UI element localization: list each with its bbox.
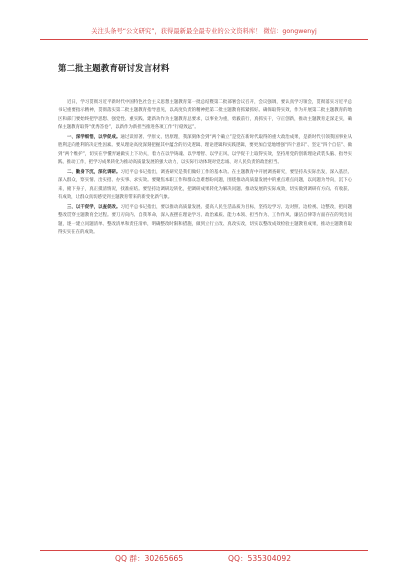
qq-number-text: QQ：535304092 <box>228 554 292 563</box>
paragraph-section-2: 二、勤身下沉，深化调研。习近平总书记指出，调查研究是我们做好工作的基本功。在主题教育中开展调查研究，要坚持从实际出发，深入基层、深入群众，察实情、出实招、办实事、求实效。要聚焦本职工作和群众急难愁盼问题，围绕推动高质量发展中的重点难点问题，以问题为导向，沉下心来，俯下身子，真正摸清情况，找准症结。要坚持边调研边转化，把调研成果转化为解决问题、推动发展的实际成效，切实做到调研有方向、有收获、有成效，让群众真切感受到主题教育带来的新变化新气象。 <box>58 170 352 201</box>
document-title: 第二批主题教育研讨发言材料 <box>58 63 170 73</box>
section-3-heading: 三、以干促学，以查促改。 <box>67 205 121 210</box>
promo-banner: 关注头条号“公文研究”，获得最新最全最专业的公文资料库！ 微信：gongwenyj <box>40 27 368 40</box>
section-2-heading: 二、勤身下沉，深化调研。 <box>67 170 121 175</box>
section-1-heading: 一、深学细悟，以学促成。 <box>67 135 121 140</box>
footer-contact-bar <box>40 550 368 565</box>
paragraph-section-3: 三、以干促学，以查促改。习近平总书记指出，要以推动高质量发展、提高人民生活品质为目标，坚持边学习、边对照、边检视、边整改，把问题整改贯穿主题教育全过程。要刀刃向内、自我革命，深入查摆在理论学习、政治素质、能力本领、担当作为、工作作风、廉洁自律等方面存在的突出问题，逐一建立问题清单、整改清单和责任清单，明确整改时限和措施，做到立行立改、真改实改，切实以整改成效检验主题教育成果，推动主题教育取得实实在在的成效。 <box>58 205 352 236</box>
paragraph-intro: 近日，学习贯彻习近平新时代中国特色社会主义思想主题教育第一批总结暨第二批部署会议召开，会议强调，要认真学习领会，贯彻落实习近平总书记重要指示精神，贯彻落实第二批主题教育指导意见，以高度负责的精神把第二批主题教育抓紧抓好。确保取得实效，作为开展第二批主题教育的地区和部门要始终把学思想、强党性、重实践、建新功作为主题教育总要求，以事业为重，勇毅前行，真抓实干，守正创新，推动主题教育走深走实，确保主题教育取得“优秀答卷”，以新作为新担当推进各项工作“行稳致远”。 <box>58 100 352 131</box>
qq-group-text: QQ 群：30265665 <box>115 554 184 563</box>
paragraph-section-1: 一、深学细悟，以学促成。通过读原著、学原文、悟原理，我深刻体会到“两个确立”是党在新时代取得的重大政治成果，是新时代引领我国事业从胜利走向胜利的决定性因素。要从理论高度深刻把握其中蕴含的历史逻辑、理论逻辑和实践逻辑，要更加自觉地增强“四个意识”、坚定“四个自信”、做到“两个维护”，切实在学懂弄通做实上下功夫，着力在以学铸魂、以学增智、以学正风、以学促干上取得实效，坚持用党的创新理论武装头脑、指导实践、推动工作，把学习成果转化为推动高质量发展的强大动力，以实际行动体现对党忠诚、对人民负责的政治担当。 <box>58 135 352 166</box>
document-body <box>58 99 352 539</box>
